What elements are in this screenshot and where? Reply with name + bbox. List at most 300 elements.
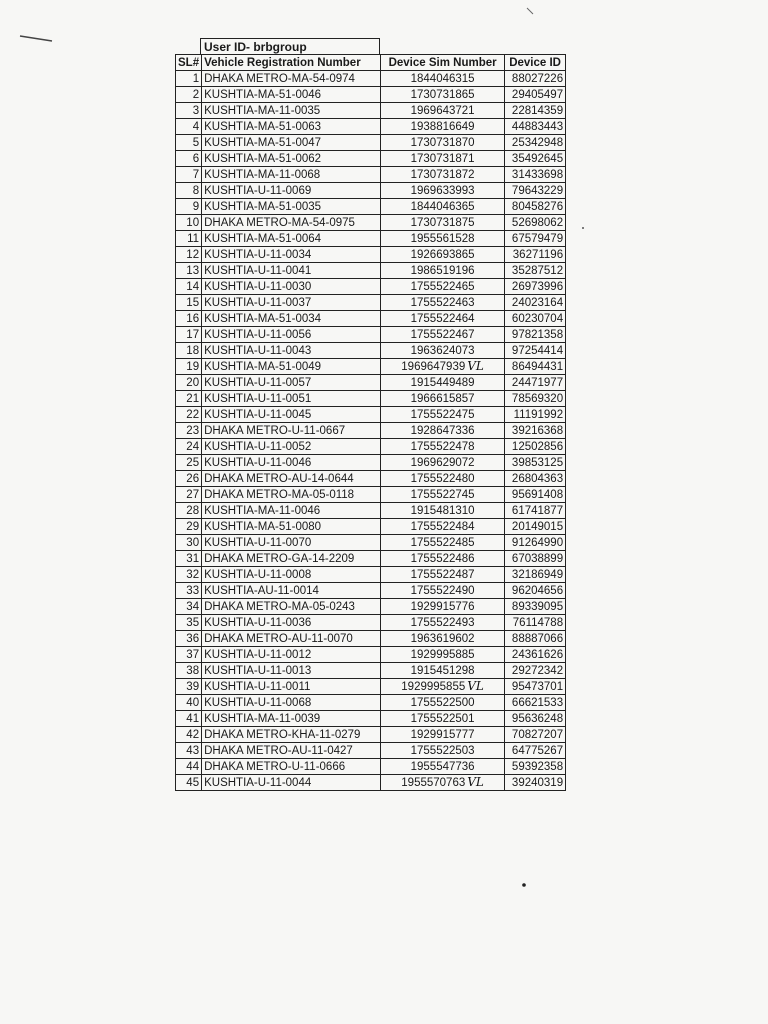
column-header-vehicle: Vehicle Registration Number: [202, 55, 381, 71]
sl-cell-text: 3: [192, 104, 200, 117]
vehicle-cell: [202, 135, 381, 151]
sl-cell-text: 8: [192, 184, 200, 197]
device-id-cell: [505, 231, 566, 247]
device-id-cell-text: 20149015: [511, 520, 564, 533]
device-id-cell-text: 26804363: [511, 472, 564, 485]
sl-cell-text: 44: [186, 760, 200, 773]
sim-cell: [381, 199, 505, 215]
sim-cell-text: 1755522500: [410, 696, 475, 709]
sim-cell: [381, 535, 505, 551]
table-row: [176, 71, 566, 87]
device-id-cell: [505, 647, 566, 663]
sim-cell-text: 1755522485: [410, 536, 475, 549]
sim-cell-text: 1755522745: [410, 488, 475, 501]
vehicle-cell: [202, 663, 381, 679]
vehicle-cell-text: KUSHTIA-U-11-0043: [204, 344, 312, 357]
device-id-cell: [505, 135, 566, 151]
sl-cell: [176, 711, 202, 727]
vehicle-cell: [202, 215, 381, 231]
sl-cell: [176, 231, 202, 247]
table-row: [176, 455, 566, 471]
table-row: [176, 695, 566, 711]
vehicle-cell-text: KUSHTIA-U-11-0046: [204, 456, 312, 469]
sl-cell-text: 16: [186, 312, 200, 325]
sim-cell: [381, 407, 505, 423]
sl-cell: [176, 615, 202, 631]
sim-cell: [381, 679, 505, 695]
device-id-cell: [505, 599, 566, 615]
sim-cell-text: 1755522486: [410, 552, 475, 565]
table-row: [176, 551, 566, 567]
sim-cell: [381, 455, 505, 471]
table-row: [176, 583, 566, 599]
vehicle-cell-text: DHAKA METRO-MA-05-0243: [204, 600, 355, 613]
device-id-cell: [505, 87, 566, 103]
device-id-cell-text: 39853125: [511, 456, 564, 469]
sl-cell: [176, 167, 202, 183]
device-id-cell: [505, 519, 566, 535]
vehicle-cell: [202, 775, 381, 791]
vehicle-cell-text: DHAKA METRO-MA-05-0118: [204, 488, 355, 501]
device-id-cell-text: 29272342: [511, 664, 564, 677]
sl-cell: [176, 359, 202, 375]
device-id-cell: [505, 503, 566, 519]
sim-cell: [381, 151, 505, 167]
device-id-cell-text: 79643229: [511, 184, 564, 197]
vehicle-cell-text: DHAKA METRO-AU-11-0070: [204, 632, 353, 645]
device-id-cell-text: 76114788: [512, 616, 564, 629]
sl-cell-text: 9: [192, 200, 200, 213]
sl-cell-text: 4: [192, 120, 200, 133]
column-header-sim: Device Sim Number: [381, 55, 505, 71]
vehicle-cell-text: DHAKA METRO-GA-14-2209: [204, 552, 355, 565]
device-id-cell-text: 96204656: [511, 584, 564, 597]
sl-cell: [176, 503, 202, 519]
sl-cell: [176, 183, 202, 199]
sim-cell: [381, 343, 505, 359]
device-id-cell-text: 36271196: [512, 248, 564, 261]
sim-cell: [381, 119, 505, 135]
vehicle-cell: [202, 567, 381, 583]
vehicle-cell-text: DHAKA METRO-U-11-0666: [204, 760, 346, 773]
sl-cell-text: 23: [186, 424, 200, 437]
sim-cell-text: 1963624073: [410, 344, 475, 357]
device-id-cell: [505, 119, 566, 135]
device-id-cell: [505, 359, 566, 375]
sl-cell-text: 29: [186, 520, 200, 533]
device-id-cell-text: 26973996: [511, 280, 564, 293]
vehicle-cell: [202, 295, 381, 311]
sl-cell-text: 19: [186, 360, 200, 373]
sl-cell: [176, 695, 202, 711]
table-row: [176, 567, 566, 583]
sl-cell-text: 31: [186, 552, 200, 565]
device-id-cell: [505, 423, 566, 439]
vehicle-cell: [202, 231, 381, 247]
device-id-cell-text: 88887066: [511, 632, 564, 645]
sim-cell-text: 1929995885: [410, 648, 475, 661]
sim-cell: [381, 599, 505, 615]
vehicle-cell: [202, 247, 381, 263]
sim-cell: [381, 711, 505, 727]
sim-cell-text: 1955561528: [410, 232, 475, 245]
vehicle-cell-text: KUSHTIA-U-11-0056: [204, 328, 312, 341]
vehicle-cell-text: KUSHTIA-MA-11-0035: [204, 104, 321, 117]
sim-cell-text: 1963619602: [410, 632, 475, 645]
vehicle-cell: [202, 519, 381, 535]
device-id-cell-text: 67038899: [511, 552, 564, 565]
sim-cell-text: 1730731875: [410, 216, 475, 229]
sl-cell-text: 42: [186, 728, 200, 741]
sl-cell: [176, 583, 202, 599]
vehicle-cell-text: DHAKA METRO-KHA-11-0279: [204, 728, 361, 741]
vehicle-cell-text: KUSHTIA-U-11-0036: [204, 616, 312, 629]
vehicle-cell: [202, 391, 381, 407]
table-row: [176, 215, 566, 231]
sim-cell-text: 1755522493: [410, 616, 475, 629]
table-row: [176, 727, 566, 743]
vehicle-cell-text: KUSHTIA-U-11-0034: [204, 248, 312, 261]
sl-cell-text: 18: [186, 344, 200, 357]
device-id-cell-text: 88027226: [511, 72, 564, 85]
sim-cell: [381, 551, 505, 567]
vehicle-cell-text: KUSHTIA-MA-11-0068: [204, 168, 321, 181]
device-id-cell-text: 24471977: [511, 376, 564, 389]
sim-cell-text: 1844046365: [410, 200, 475, 213]
sl-cell: [176, 775, 202, 791]
sim-cell-text: 1969643721: [410, 104, 475, 117]
vehicle-cell-text: KUSHTIA-U-11-0052: [204, 440, 312, 453]
device-id-cell-text: 35287512: [511, 264, 564, 277]
device-id-cell-text: 11191992: [513, 408, 564, 421]
sim-cell: [381, 87, 505, 103]
sl-cell-text: 30: [186, 536, 200, 549]
device-id-cell: [505, 247, 566, 263]
device-id-cell: [505, 183, 566, 199]
device-id-cell: [505, 199, 566, 215]
sl-cell: [176, 455, 202, 471]
table-row: [176, 775, 566, 791]
sl-cell: [176, 343, 202, 359]
table-row: [176, 535, 566, 551]
sim-cell: [381, 727, 505, 743]
device-id-cell: [505, 679, 566, 695]
table-row: [176, 279, 566, 295]
vehicle-cell-text: DHAKA METRO-AU-14-0644: [204, 472, 354, 485]
sim-cell-text: 1755522478: [410, 440, 475, 453]
sim-cell-text: 1929915776: [410, 600, 475, 613]
vehicle-cell-text: KUSHTIA-MA-51-0034: [204, 312, 322, 325]
vehicle-cell: [202, 695, 381, 711]
table-row: [176, 631, 566, 647]
sl-cell-text: 15: [186, 296, 200, 309]
sim-cell: [381, 439, 505, 455]
device-id-cell: [505, 487, 566, 503]
vehicle-cell: [202, 359, 381, 375]
device-id-cell: [505, 775, 566, 791]
vehicle-cell: [202, 583, 381, 599]
device-id-cell: [505, 151, 566, 167]
vehicle-cell-text: DHAKA METRO-MA-54-0975: [204, 216, 355, 229]
sim-cell: [381, 663, 505, 679]
vehicle-cell-text: KUSHTIA-U-11-0012: [204, 648, 312, 661]
device-id-cell-text: 59392358: [511, 760, 564, 773]
table-row: [176, 471, 566, 487]
sl-cell: [176, 375, 202, 391]
sim-cell-text: 1955547736: [410, 760, 475, 773]
vehicle-cell: [202, 631, 381, 647]
table-row: [176, 647, 566, 663]
table-row: [176, 423, 566, 439]
sl-cell-text: 22: [186, 408, 200, 421]
device-id-cell-text: 52698062: [511, 216, 564, 229]
sim-cell-text: 1969647939: [401, 361, 466, 373]
vehicle-cell-text: KUSHTIA-MA-11-0046: [204, 504, 321, 517]
device-id-cell-text: 67579479: [511, 232, 564, 245]
vehicle-cell: [202, 647, 381, 663]
sim-cell-text: 1969629072: [410, 456, 475, 469]
table-row: [176, 231, 566, 247]
vehicle-cell: [202, 407, 381, 423]
vehicle-cell-text: KUSHTIA-U-11-0069: [204, 184, 312, 197]
sl-cell-text: 33: [186, 584, 200, 597]
sl-cell: [176, 263, 202, 279]
vehicle-cell-text: KUSHTIA-U-11-0057: [204, 376, 312, 389]
device-id-cell-text: 60230704: [511, 312, 564, 325]
table-row: [176, 343, 566, 359]
sl-cell-text: 10: [186, 216, 200, 229]
device-id-cell: [505, 567, 566, 583]
sl-cell-text: 34: [186, 600, 200, 613]
table-row: [176, 119, 566, 135]
table-row: [176, 359, 566, 375]
sl-cell: [176, 135, 202, 151]
sl-cell-text: 5: [192, 136, 200, 149]
device-id-cell-text: 61741877: [511, 504, 564, 517]
table-row: [176, 487, 566, 503]
table-row: [176, 375, 566, 391]
device-id-cell-text: 24361626: [511, 648, 564, 661]
sl-cell-text: 43: [186, 744, 200, 757]
sim-cell: [381, 567, 505, 583]
sim-cell-text: 1929915777: [410, 728, 475, 741]
sl-cell-text: 20: [186, 376, 200, 389]
sim-cell-text: 1966615857: [410, 392, 475, 405]
sl-cell-text: 14: [186, 280, 200, 293]
vehicle-cell-text: KUSHTIA-MA-51-0049: [204, 360, 322, 373]
sim-cell: [381, 295, 505, 311]
vehicle-cell: [202, 375, 381, 391]
device-id-cell-text: 44883443: [511, 120, 564, 133]
table-row: [176, 519, 566, 535]
vehicle-cell-text: KUSHTIA-U-11-0070: [204, 536, 312, 549]
vehicle-cell: [202, 199, 381, 215]
device-id-cell: [505, 663, 566, 679]
vehicle-cell: [202, 711, 381, 727]
device-id-cell: [505, 327, 566, 343]
vehicle-cell: [202, 327, 381, 343]
vehicle-cell: [202, 103, 381, 119]
device-id-cell: [505, 631, 566, 647]
sl-cell: [176, 487, 202, 503]
sim-cell-text: 1844046315: [410, 72, 475, 85]
sim-cell-text: 1755522484: [410, 520, 475, 533]
sl-cell: [176, 519, 202, 535]
device-id-cell: [505, 343, 566, 359]
sim-cell: [381, 775, 505, 791]
sim-cell: [381, 375, 505, 391]
sim-cell: [381, 279, 505, 295]
device-id-cell: [505, 407, 566, 423]
table-row: [176, 167, 566, 183]
sim-cell-text: 1755522475: [410, 408, 475, 421]
device-id-cell: [505, 375, 566, 391]
table-row: [176, 135, 566, 151]
vehicle-cell-text: DHAKA METRO-MA-54-0974: [204, 72, 355, 85]
user-id-header: User ID- brbgroup: [200, 38, 380, 55]
device-id-cell-text: 32186949: [511, 568, 564, 581]
sim-cell: [381, 647, 505, 663]
sim-cell: [381, 631, 505, 647]
device-id-cell: [505, 759, 566, 775]
device-id-cell: [505, 167, 566, 183]
table-row: [176, 711, 566, 727]
sl-cell: [176, 407, 202, 423]
device-id-cell: [505, 615, 566, 631]
vehicle-cell-text: KUSHTIA-U-11-0030: [204, 280, 312, 293]
sl-cell: [176, 199, 202, 215]
device-id-cell: [505, 71, 566, 87]
vehicle-cell: [202, 151, 381, 167]
device-id-cell: [505, 455, 566, 471]
sl-cell: [176, 471, 202, 487]
table-row: [176, 759, 566, 775]
sl-cell: [176, 631, 202, 647]
sl-cell: [176, 71, 202, 87]
device-id-cell: [505, 279, 566, 295]
sim-cell-text: 1755522503: [410, 744, 475, 757]
vehicle-cell: [202, 455, 381, 471]
sim-cell-text: 1755522465: [410, 280, 475, 293]
sl-cell-text: 7: [192, 168, 200, 181]
sl-cell-text: 40: [186, 696, 200, 709]
vehicle-cell: [202, 535, 381, 551]
table-row: [176, 311, 566, 327]
device-id-cell-text: 78569320: [511, 392, 564, 405]
vehicle-cell: [202, 743, 381, 759]
table-row: [176, 295, 566, 311]
sl-cell-text: 28: [186, 504, 200, 517]
device-id-cell-text: 95636248: [511, 712, 564, 725]
sim-cell: [381, 215, 505, 231]
sl-cell: [176, 599, 202, 615]
table-row: [176, 503, 566, 519]
sl-cell-text: 6: [192, 152, 200, 165]
device-id-cell-text: 31433698: [511, 168, 564, 181]
sim-cell: [381, 615, 505, 631]
sim-cell-text: 1955570763: [401, 777, 466, 789]
vehicle-cell-text: KUSHTIA-U-11-0041: [204, 264, 312, 277]
sl-cell: [176, 439, 202, 455]
vehicle-cell: [202, 679, 381, 695]
table-row: [176, 263, 566, 279]
device-id-cell: [505, 263, 566, 279]
table-row: [176, 199, 566, 215]
vehicle-cell: [202, 343, 381, 359]
vehicle-cell: [202, 263, 381, 279]
vehicle-cell-text: KUSHTIA-MA-51-0080: [204, 520, 322, 533]
sim-cell: [381, 247, 505, 263]
sim-cell: [381, 695, 505, 711]
device-id-cell: [505, 391, 566, 407]
vehicle-cell-text: KUSHTIA-U-11-0044: [204, 776, 312, 789]
vehicle-cell: [202, 759, 381, 775]
sim-cell: [381, 135, 505, 151]
sl-cell-text: 35: [186, 616, 200, 629]
vehicle-cell-text: KUSHTIA-U-11-0068: [204, 696, 312, 709]
table-row: [176, 391, 566, 407]
sim-cell-text: 1915449489: [410, 376, 475, 389]
vehicle-cell-text: KUSHTIA-MA-11-0039: [204, 712, 321, 725]
sim-cell-text: 1928647336: [410, 424, 475, 437]
sim-cell-text: 1755522501: [410, 712, 475, 725]
sim-cell-text: 1755522487: [410, 568, 475, 581]
vehicle-cell-text: KUSHTIA-AU-11-0014: [204, 584, 319, 597]
table-row: [176, 151, 566, 167]
sim-cell: [381, 103, 505, 119]
sl-cell-text: 12: [186, 248, 200, 261]
sim-cell: [381, 231, 505, 247]
device-id-cell: [505, 295, 566, 311]
sim-cell-text: 1755522463: [410, 296, 475, 309]
scan-speck: [522, 883, 526, 887]
column-header-sl: SL#: [176, 55, 202, 71]
device-id-cell-text: 35492645: [511, 152, 564, 165]
sim-cell-text: 1915481310: [410, 504, 475, 517]
vehicle-cell-text: KUSHTIA-MA-51-0064: [204, 232, 322, 245]
sl-cell-text: 36: [186, 632, 200, 645]
vehicle-cell-text: KUSHTIA-U-11-0045: [204, 408, 312, 421]
sl-cell: [176, 647, 202, 663]
vehicle-cell: [202, 615, 381, 631]
device-id-cell-text: 89339095: [511, 600, 564, 613]
device-id-cell-text: 39216368: [511, 424, 564, 437]
device-id-cell-text: 12502856: [511, 440, 564, 453]
sim-cell: [381, 359, 505, 375]
sim-cell-text: 1938816649: [410, 120, 475, 133]
sim-cell: [381, 311, 505, 327]
scan-speck: [527, 8, 533, 14]
scan-speck: [20, 36, 52, 41]
sim-cell-text: 1730731870: [410, 136, 475, 149]
sl-cell: [176, 327, 202, 343]
device-id-cell: [505, 711, 566, 727]
sl-cell-text: 2: [192, 88, 200, 101]
device-id-cell: [505, 439, 566, 455]
sim-cell: [381, 423, 505, 439]
vehicle-cell: [202, 279, 381, 295]
vehicle-cell: [202, 119, 381, 135]
sim-cell-text: 1929995855: [401, 681, 466, 693]
sl-cell: [176, 279, 202, 295]
vehicle-cell: [202, 439, 381, 455]
sl-cell-text: 45: [186, 776, 200, 789]
device-id-cell: [505, 551, 566, 567]
device-id-cell-text: 95473701: [511, 680, 564, 693]
table-row: [176, 663, 566, 679]
device-id-cell-text: 24023164: [511, 296, 564, 309]
vehicle-cell: [202, 167, 381, 183]
